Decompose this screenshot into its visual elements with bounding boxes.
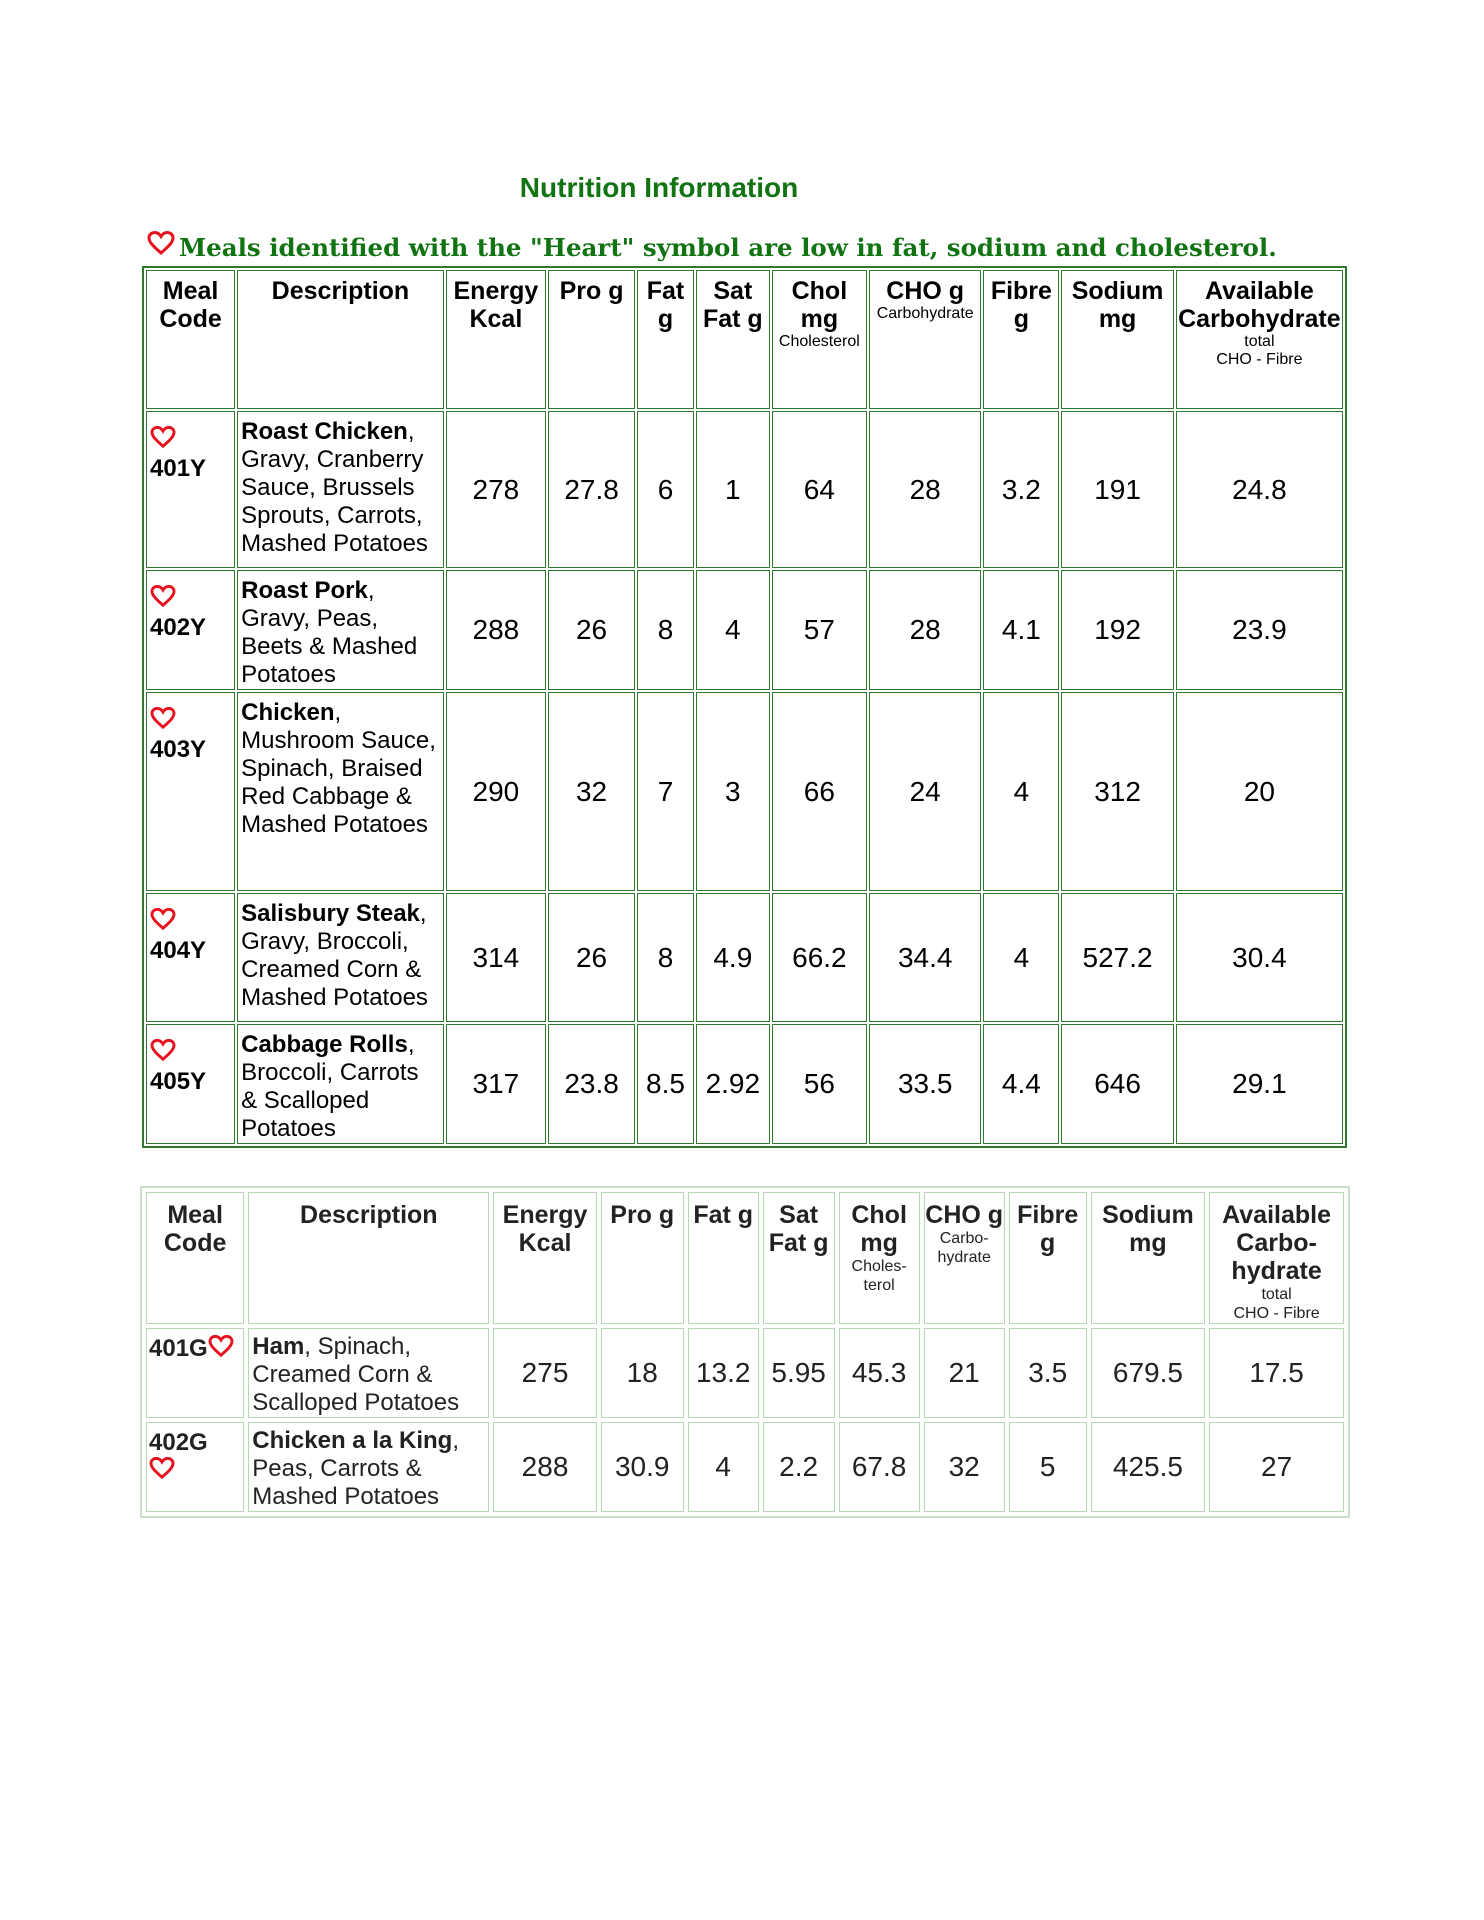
value-energy: 288	[446, 570, 546, 690]
meal-name: Ham	[252, 1333, 305, 1360]
header-fibre: Fibre g	[983, 270, 1059, 409]
header-carbohydrate: CHO g Carbo-hydrate	[924, 1192, 1005, 1324]
header-meal-code: Meal Code	[146, 270, 235, 409]
value-cholesterol: 45.3	[839, 1328, 920, 1418]
value-sat-fat: 3	[696, 692, 770, 891]
value-fibre: 3.2	[983, 411, 1059, 568]
value-available-carbohydrate: 20	[1176, 692, 1343, 891]
meal-code-cell	[146, 570, 235, 690]
value-available-carbohydrate: 23.9	[1176, 570, 1343, 690]
header-fibre: Fibre g	[1009, 1192, 1087, 1324]
meal-name: Roast Pork	[241, 577, 368, 604]
value-sodium: 527.2	[1061, 893, 1173, 1022]
header-description: Description	[237, 270, 444, 409]
meal-sides: , Gravy, Cranberry Sauce, Brussels Sprouts, Carrots, Mashed Potatoes	[241, 418, 428, 557]
table-header-row	[146, 270, 1343, 409]
value-carbohydrate: 28	[869, 570, 981, 690]
value-fat: 8.5	[637, 1024, 694, 1144]
value-carbohydrate: 28	[869, 411, 981, 568]
value-cholesterol: 64	[772, 411, 867, 568]
meal-sides: , Peas, Carrots & Mashed Potatoes	[252, 1427, 459, 1510]
value-carbohydrate: 33.5	[869, 1024, 981, 1144]
value-energy: 278	[446, 411, 546, 568]
page-title: Nutrition Information	[519, 172, 799, 203]
table-row	[146, 893, 1343, 1022]
meal-sides: , Gravy, Broccoli, Creamed Corn & Mashed Potatoes	[241, 900, 428, 1011]
meal-code: 402G	[149, 1429, 208, 1456]
value-fat: 7	[637, 692, 694, 891]
value-fibre: 5	[1009, 1422, 1087, 1512]
value-cholesterol: 57	[772, 570, 867, 690]
value-fat: 13.2	[688, 1328, 759, 1418]
table-row	[146, 1024, 1343, 1144]
value-fat: 6	[637, 411, 694, 568]
value-sat-fat: 2.2	[763, 1422, 835, 1512]
value-sat-fat: 1	[696, 411, 770, 568]
table-row	[146, 692, 1343, 891]
meal-code: 402Y	[150, 614, 207, 641]
meal-description	[237, 1024, 444, 1144]
table-header-row	[146, 1192, 1344, 1324]
value-fat: 8	[637, 570, 694, 690]
meal-sides: , Gravy, Peas, Beets & Mashed Potatoes	[241, 577, 418, 688]
meal-code-cell	[146, 692, 235, 891]
value-fat: 4	[688, 1422, 759, 1512]
heart-outline-icon	[150, 707, 176, 729]
header-sodium: Sodium mg	[1091, 1192, 1205, 1324]
value-sat-fat: 4.9	[696, 893, 770, 1022]
value-carbohydrate: 21	[924, 1328, 1005, 1418]
value-fibre: 4	[983, 692, 1059, 891]
heart-outline-icon	[147, 231, 175, 255]
value-sodium: 646	[1061, 1024, 1173, 1144]
heart-note	[147, 230, 1277, 264]
value-protein: 27.8	[548, 411, 635, 568]
table-row	[146, 1422, 1344, 1512]
value-energy: 290	[446, 692, 546, 891]
value-sat-fat: 2.92	[696, 1024, 770, 1144]
value-available-carbohydrate: 17.5	[1209, 1328, 1344, 1418]
meal-code-cell	[146, 1328, 244, 1418]
meal-code: 404Y	[150, 937, 207, 964]
value-available-carbohydrate: 29.1	[1176, 1024, 1343, 1144]
value-carbohydrate: 32	[924, 1422, 1005, 1512]
nutrition-table-1	[142, 266, 1347, 1148]
meal-code-cell	[146, 1024, 235, 1144]
nutrition-table-2	[140, 1186, 1350, 1518]
header-available-carbohydrate: Available Carbo-hydrate total CHO - Fibre	[1209, 1192, 1344, 1324]
meal-sides: , Broccoli, Carrots & Scalloped Potatoes	[241, 1031, 419, 1142]
value-protein: 26	[548, 570, 635, 690]
value-energy: 317	[446, 1024, 546, 1144]
meal-code: 403Y	[150, 736, 207, 763]
meal-description	[248, 1422, 489, 1512]
meal-code: 405Y	[150, 1068, 207, 1095]
meal-sides: , Mushroom Sauce, Spinach, Braised Red Cabbage & Mashed Potatoes	[241, 699, 436, 838]
meal-description	[237, 893, 444, 1022]
value-cholesterol: 56	[772, 1024, 867, 1144]
header-carbohydrate: CHO g Carbohydrate	[869, 270, 981, 409]
meal-code-cell	[146, 411, 235, 568]
value-carbohydrate: 34.4	[869, 893, 981, 1022]
meal-description	[237, 411, 444, 568]
value-protein: 32	[548, 692, 635, 891]
heart-outline-icon	[150, 1039, 176, 1061]
value-protein: 23.8	[548, 1024, 635, 1144]
value-available-carbohydrate: 24.8	[1176, 411, 1343, 568]
header-cholesterol: Chol mg Choles-terol	[839, 1192, 920, 1324]
value-available-carbohydrate: 30.4	[1176, 893, 1343, 1022]
meal-sides: , Spinach, Creamed Corn & Scalloped Potatoes	[252, 1333, 460, 1416]
heart-note-text: Meals identified with the "Heart" symbol are low in fat, sodium and cholesterol.	[179, 232, 1277, 262]
header-sodium: Sodium mg	[1061, 270, 1173, 409]
value-fibre: 4	[983, 893, 1059, 1022]
value-sodium: 192	[1061, 570, 1173, 690]
value-energy: 314	[446, 893, 546, 1022]
value-cholesterol: 67.8	[839, 1422, 920, 1512]
value-cholesterol: 66	[772, 692, 867, 891]
header-fat: Fat g	[637, 270, 694, 409]
value-protein: 18	[601, 1328, 684, 1418]
meal-code-cell	[146, 893, 235, 1022]
value-sat-fat: 4	[696, 570, 770, 690]
heart-outline-icon	[208, 1335, 234, 1357]
heart-outline-icon	[149, 1457, 175, 1479]
meal-name: Chicken a la King	[252, 1427, 453, 1454]
value-sodium: 679.5	[1091, 1328, 1205, 1418]
table-row	[146, 411, 1343, 568]
table-row	[146, 1328, 1344, 1418]
heart-outline-icon	[150, 426, 176, 448]
heart-outline-icon	[150, 908, 176, 930]
value-energy: 275	[493, 1328, 596, 1418]
value-fibre: 4.1	[983, 570, 1059, 690]
value-fibre: 4.4	[983, 1024, 1059, 1144]
table-row	[146, 570, 1343, 690]
heart-outline-icon	[150, 585, 176, 607]
header-meal-code: Meal Code	[146, 1192, 244, 1324]
meal-code-cell	[146, 1422, 244, 1512]
value-sodium: 191	[1061, 411, 1173, 568]
value-fat: 8	[637, 893, 694, 1022]
header-description: Description	[248, 1192, 489, 1324]
header-available-carbohydrate: Available Carbohydrate total CHO - Fibre	[1176, 270, 1343, 409]
meal-code: 401G	[149, 1335, 208, 1362]
header-protein: Pro g	[548, 270, 635, 409]
header-protein: Pro g	[601, 1192, 684, 1324]
header-energy: Energy Kcal	[446, 270, 546, 409]
value-available-carbohydrate: 27	[1209, 1422, 1344, 1512]
header-sat-fat: Sat Fat g	[763, 1192, 835, 1324]
header-energy: Energy Kcal	[493, 1192, 596, 1324]
header-fat: Fat g	[688, 1192, 759, 1324]
meal-description	[237, 692, 444, 891]
header-cholesterol: Chol mg Cholesterol	[772, 270, 867, 409]
value-carbohydrate: 24	[869, 692, 981, 891]
meal-code: 401Y	[150, 455, 207, 482]
meal-name: Cabbage Rolls	[241, 1031, 408, 1058]
meal-description	[248, 1328, 489, 1418]
meal-name: Roast Chicken	[241, 418, 408, 445]
value-sat-fat: 5.95	[763, 1328, 835, 1418]
value-sodium: 312	[1061, 692, 1173, 891]
meal-name: Chicken	[241, 699, 335, 726]
value-cholesterol: 66.2	[772, 893, 867, 1022]
meal-description	[237, 570, 444, 690]
value-energy: 288	[493, 1422, 596, 1512]
value-fibre: 3.5	[1009, 1328, 1087, 1418]
value-protein: 30.9	[601, 1422, 684, 1512]
meal-name: Salisbury Steak	[241, 900, 420, 927]
value-sodium: 425.5	[1091, 1422, 1205, 1512]
value-protein: 26	[548, 893, 635, 1022]
header-sat-fat: Sat Fat g	[696, 270, 770, 409]
